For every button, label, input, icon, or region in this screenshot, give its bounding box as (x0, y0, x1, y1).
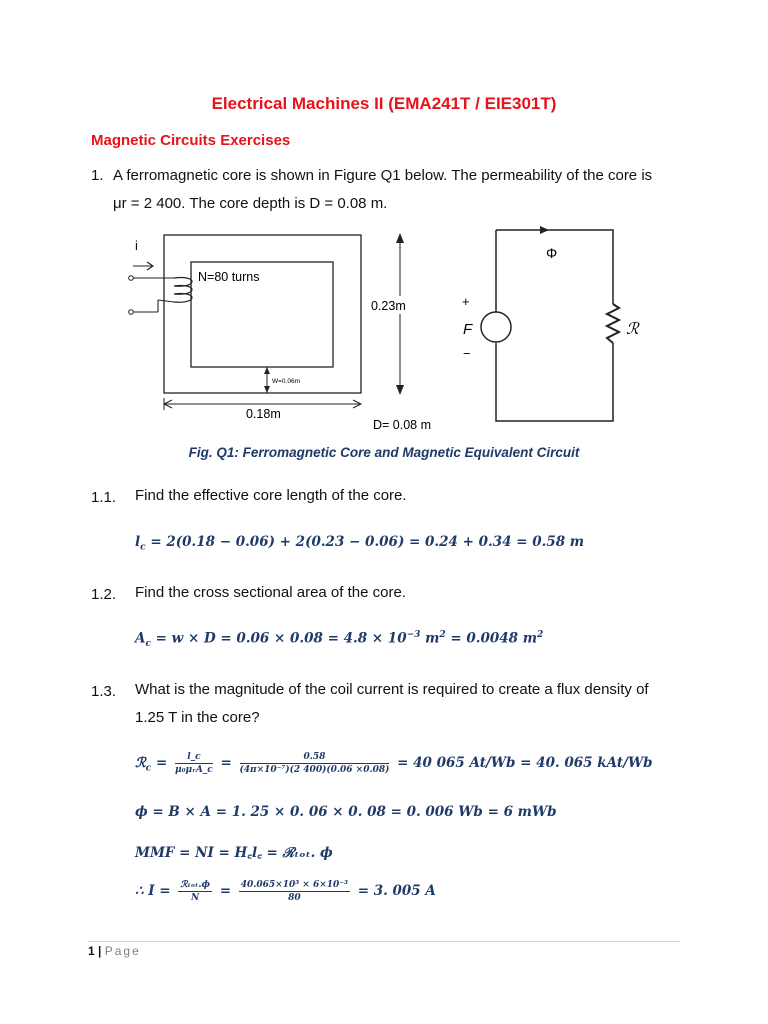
reluctance-numeric-denominator: (4π×10⁻⁷)(2 400)(0.06 ×0.08) (239, 765, 390, 775)
core-length-expression: = 2(0.18 − 0.06) + 2(0.23 − 0.06) = 0.24 + 0.34 = 0.58 m (145, 534, 585, 550)
core-length-subscript: c (140, 542, 146, 553)
height-arrow-top-icon (396, 233, 404, 243)
question-1-1-number: 1.1. (91, 489, 117, 506)
minus-label: − (463, 346, 471, 361)
question-1-number: 1. (91, 167, 104, 184)
question-1-1-text: Find the effective core length of the core. (135, 487, 407, 504)
current-fraction-numeric (239, 880, 350, 903)
magnetic-equivalent-circuit (450, 222, 650, 432)
figure-caption: Fig. Q1: Ferromagnetic Core and Magnetic Equivalent Circuit (188, 445, 580, 460)
equation-core-length (135, 534, 584, 553)
core-outer-outline (164, 235, 361, 393)
source-label: F (463, 321, 473, 338)
page-number: 1 (88, 944, 95, 958)
equation-current: ∴ I = $\frac{\text{ℛₜₒₜ.ϕ}}{N}$ = $\frac{\text{40.065×10³ × 6×10⁻³}}{80}$ = 3. 005 A (135, 880, 436, 903)
reluctance-fraction-numeric (240, 752, 390, 775)
question-1-text: A ferromagnetic core is shown in Figure Q1 below. The permeability of the core is (113, 167, 653, 184)
question-1-line2: μr = 2 400. The core depth is D = 0.08 m. (113, 195, 388, 212)
flux-direction-arrow-icon (540, 226, 549, 234)
question-1 (91, 162, 679, 218)
core-length-symbol: l (135, 534, 141, 550)
thickness-arrow-top-icon (264, 367, 270, 374)
circuit-top-wire (496, 230, 613, 304)
reluctance-resistor-icon (607, 304, 619, 343)
height-arrow-bottom-icon (396, 385, 404, 395)
document-title: Electrical Machines II (EMA241T / EIE301T) (211, 94, 557, 113)
thickness-arrow-bottom-icon (264, 386, 270, 393)
question-1-2-text: Find the cross sectional area of the core. (135, 584, 406, 601)
width-label: 0.18m (246, 407, 281, 421)
question-1-3-line2: 1.25 T in the core? (135, 709, 260, 726)
core-area-unit-exponent: 2 (439, 630, 446, 640)
core-area-result-exponent: 2 (537, 630, 544, 640)
reluctance-result: = 40 065 At/Wb = 40. 065 kAt/Wb (397, 755, 653, 771)
reluctance-fraction-denominator: μ₀μᵣA_c (174, 765, 213, 775)
page-separator: | (94, 944, 105, 958)
reluctance-fraction-symbolic (175, 752, 213, 775)
equation-mmf: MMF = NI = H꜀l꜀ = ℛₜₒₜ. ϕ (135, 845, 333, 861)
core-area-symbol: A (135, 630, 146, 647)
reluctance-symbol: ℛ (135, 755, 146, 771)
page-word: Page (104, 944, 141, 958)
core-area-unit: m (420, 630, 440, 647)
current-fraction-denominator: N (191, 893, 200, 903)
footer-divider (88, 941, 680, 942)
circuit-bottom-wire (496, 343, 613, 421)
ferromagnetic-core-figure (120, 226, 450, 436)
turns-label: N=80 turns (198, 270, 260, 284)
core-area-result: = 0.0048 m (445, 630, 538, 647)
reluctance-subscript: c (145, 763, 152, 774)
mmf-source-icon (481, 312, 511, 342)
current-numeric-numerator: 40.065×10³ × 6×10⁻³ (240, 880, 348, 890)
equation-flux: ϕ = B × A = 1. 25 × 0. 06 × 0. 08 = 0. 006 Wb = 6 mWb (135, 804, 557, 820)
page-footer (88, 944, 141, 958)
current-label: i (135, 238, 138, 253)
coil-winding-icon (174, 278, 192, 303)
current-symbol: ∴ I = (135, 883, 171, 899)
equation-core-area (135, 630, 543, 649)
reluctance-label: ℛ (626, 321, 639, 338)
question-1-3-line1: What is the magnitude of the coil current is required to create a flux density of (135, 681, 649, 698)
question-1-3-text (135, 676, 680, 732)
section-subtitle: Magnetic Circuits Exercises (91, 132, 291, 149)
current-numeric-denominator: 80 (288, 893, 301, 903)
reluctance-numeric-numerator: 0.58 (240, 752, 390, 764)
height-label: 0.23m (371, 299, 406, 313)
thickness-label: W=0.06m (272, 378, 300, 385)
flux-label: Φ (546, 245, 558, 261)
question-1-3-number: 1.3. (91, 683, 117, 700)
current-fraction-symbolic (178, 880, 212, 903)
core-area-exponent: −3 (406, 630, 421, 640)
current-fraction-numerator: ℛₜₒₜ.ϕ (180, 880, 210, 890)
current-result: = 3. 005 A (357, 883, 436, 899)
terminal-top-icon (129, 276, 134, 281)
core-area-expression: = w × D = 0.06 × 0.08 = 4.8 × 10 (150, 630, 407, 647)
depth-label: D= 0.08 m (373, 418, 432, 432)
equation-reluctance: ℛ$_c$ = $\frac{l\_c}{\text{μ₀μᵣA\_c}}$ = $\frac{0.58}{\text{(4π×10⁻⁷)(2 400)(0.06 ×0.08)}}$ = 40 065 At/Wb = 40. 065 kAt/Wb (135, 752, 653, 775)
plus-label: + (462, 294, 470, 309)
terminal-bottom-icon (129, 310, 134, 315)
core-area-subscript: c (145, 639, 151, 650)
question-1-2-number: 1.2. (91, 586, 117, 603)
reluctance-fraction-numerator: l_c (175, 752, 213, 764)
question-1-line1 (91, 162, 679, 190)
